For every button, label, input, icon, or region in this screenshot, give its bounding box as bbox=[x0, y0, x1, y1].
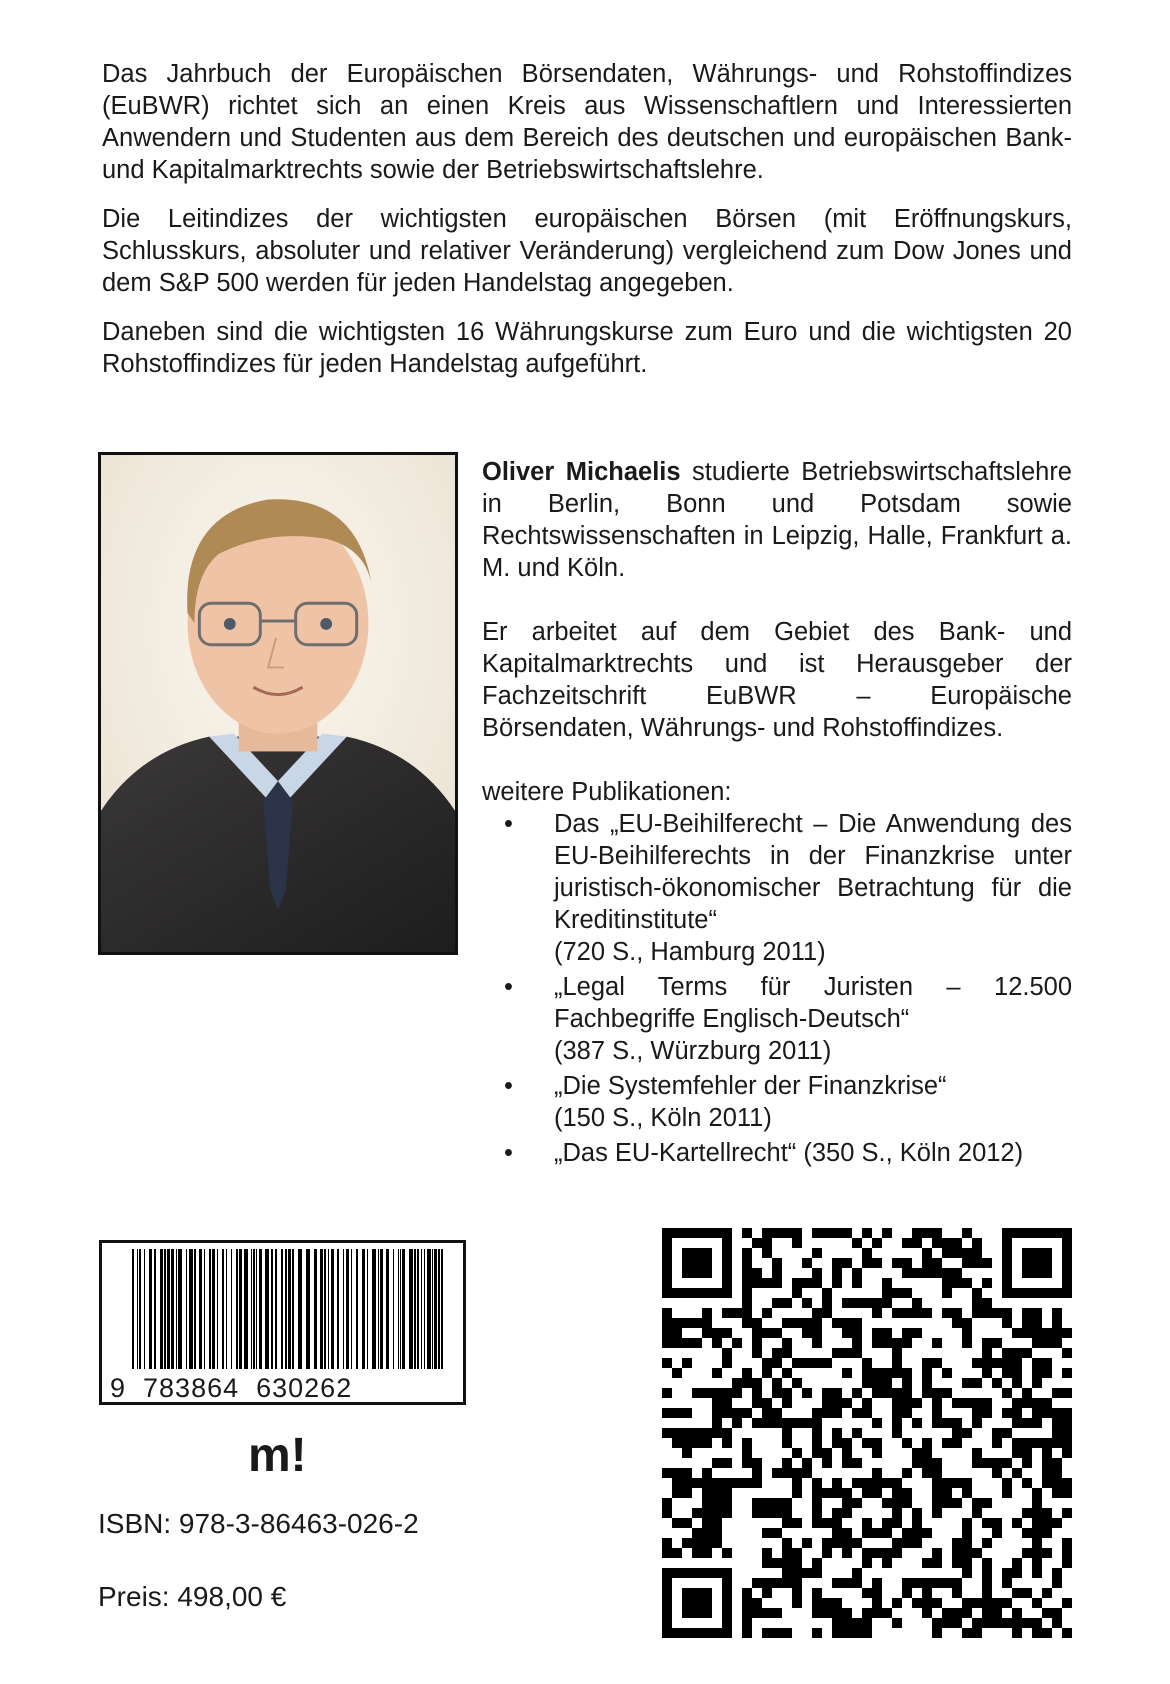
intro-paragraph-2: Die Leitindizes der wichtigsten europäischen Börsen (mit Eröffnungskurs, Schlusskurs, absoluter und relativer Veränderung) vergleichend zum Dow Jones und dem S&P 500 werden für jeden Handelstag angegeben. bbox=[102, 205, 1072, 297]
bio-paragraph-1 bbox=[482, 456, 1072, 584]
author-bio bbox=[482, 456, 1072, 1172]
publication-meta: (150 S., Köln 2011) bbox=[554, 1104, 772, 1132]
publication-title: „Das EU-Kartellrecht“ (350 S., Köln 2012) bbox=[554, 1139, 1024, 1167]
list-item bbox=[482, 1070, 1072, 1134]
bullet-icon: • bbox=[504, 1139, 513, 1167]
barcode-digits: 9 783864 630262 bbox=[110, 1373, 353, 1403]
list-item bbox=[482, 808, 1072, 968]
publication-title: „Legal Terms für Juristen – 12.500 Fachbegriffe Englisch-Deutsch“ bbox=[554, 973, 1072, 1033]
list-item bbox=[482, 971, 1072, 1067]
intro-paragraph-1: Das Jahrbuch der Europäischen Börsendaten, Währungs- und Rohstoffindizes (EuBWR) richtet sich an einen Kreis aus Wissenschaftlern und Interessierten Anwendern und Studenten aus dem Bereich des deutschen und europäischen Bank- und Kapitalmarktrechts sowie der Betriebswirtschaftslehre. bbox=[102, 60, 1072, 184]
qr-code bbox=[662, 1228, 1072, 1638]
publication-meta: (720 S., Hamburg 2011) bbox=[554, 938, 826, 966]
publisher-logo: m! bbox=[248, 1429, 307, 1482]
intro-paragraph-3: Daneben sind die wichtigsten 16 Währungskurse zum Euro und die wichtigsten 20 Rohstoffindizes für jeden Handelstag aufgeführt. bbox=[102, 318, 1072, 378]
intro-text bbox=[102, 58, 1072, 397]
bullet-icon: • bbox=[504, 973, 513, 1001]
publication-meta: (387 S., Würzburg 2011) bbox=[554, 1037, 832, 1065]
list-item bbox=[482, 1137, 1072, 1169]
bullet-icon: • bbox=[504, 1072, 513, 1100]
bio-text-1: studierte Betriebswirtschaftslehre in Berlin, Bonn und Potsdam sowie Rechtswissenschaften in Leipzig, Halle, Frankfurt a. M. und Köln. bbox=[482, 458, 1072, 582]
author-photo bbox=[98, 452, 458, 955]
publications-list bbox=[482, 808, 1072, 1169]
author-name: Oliver Michaelis bbox=[482, 458, 681, 486]
bio-paragraph-2: Er arbeitet auf dem Gebiet des Bank- und Kapitalmarktrechts und ist Herausgeber der Fachzeitschrift EuBWR – Europäische Börsendaten, Währungs- und Rohstoffindizes. bbox=[482, 618, 1072, 742]
price: Preis: 498,00 € bbox=[98, 1581, 287, 1612]
barcode bbox=[99, 1240, 466, 1405]
publication-title: „Die Systemfehler der Finanzkrise“ bbox=[554, 1072, 947, 1100]
publication-title: Das „EU-Beihilferecht – Die Anwendung des EU-Beihilferechts in der Finanzkrise unter juristisch-ökonomischer Betrachtung für die Kreditinstitute“ bbox=[554, 810, 1072, 934]
isbn: ISBN: 978-3-86463-026-2 bbox=[98, 1508, 419, 1539]
bullet-icon: • bbox=[504, 810, 513, 838]
publications-heading: weitere Publikationen: bbox=[482, 778, 732, 806]
